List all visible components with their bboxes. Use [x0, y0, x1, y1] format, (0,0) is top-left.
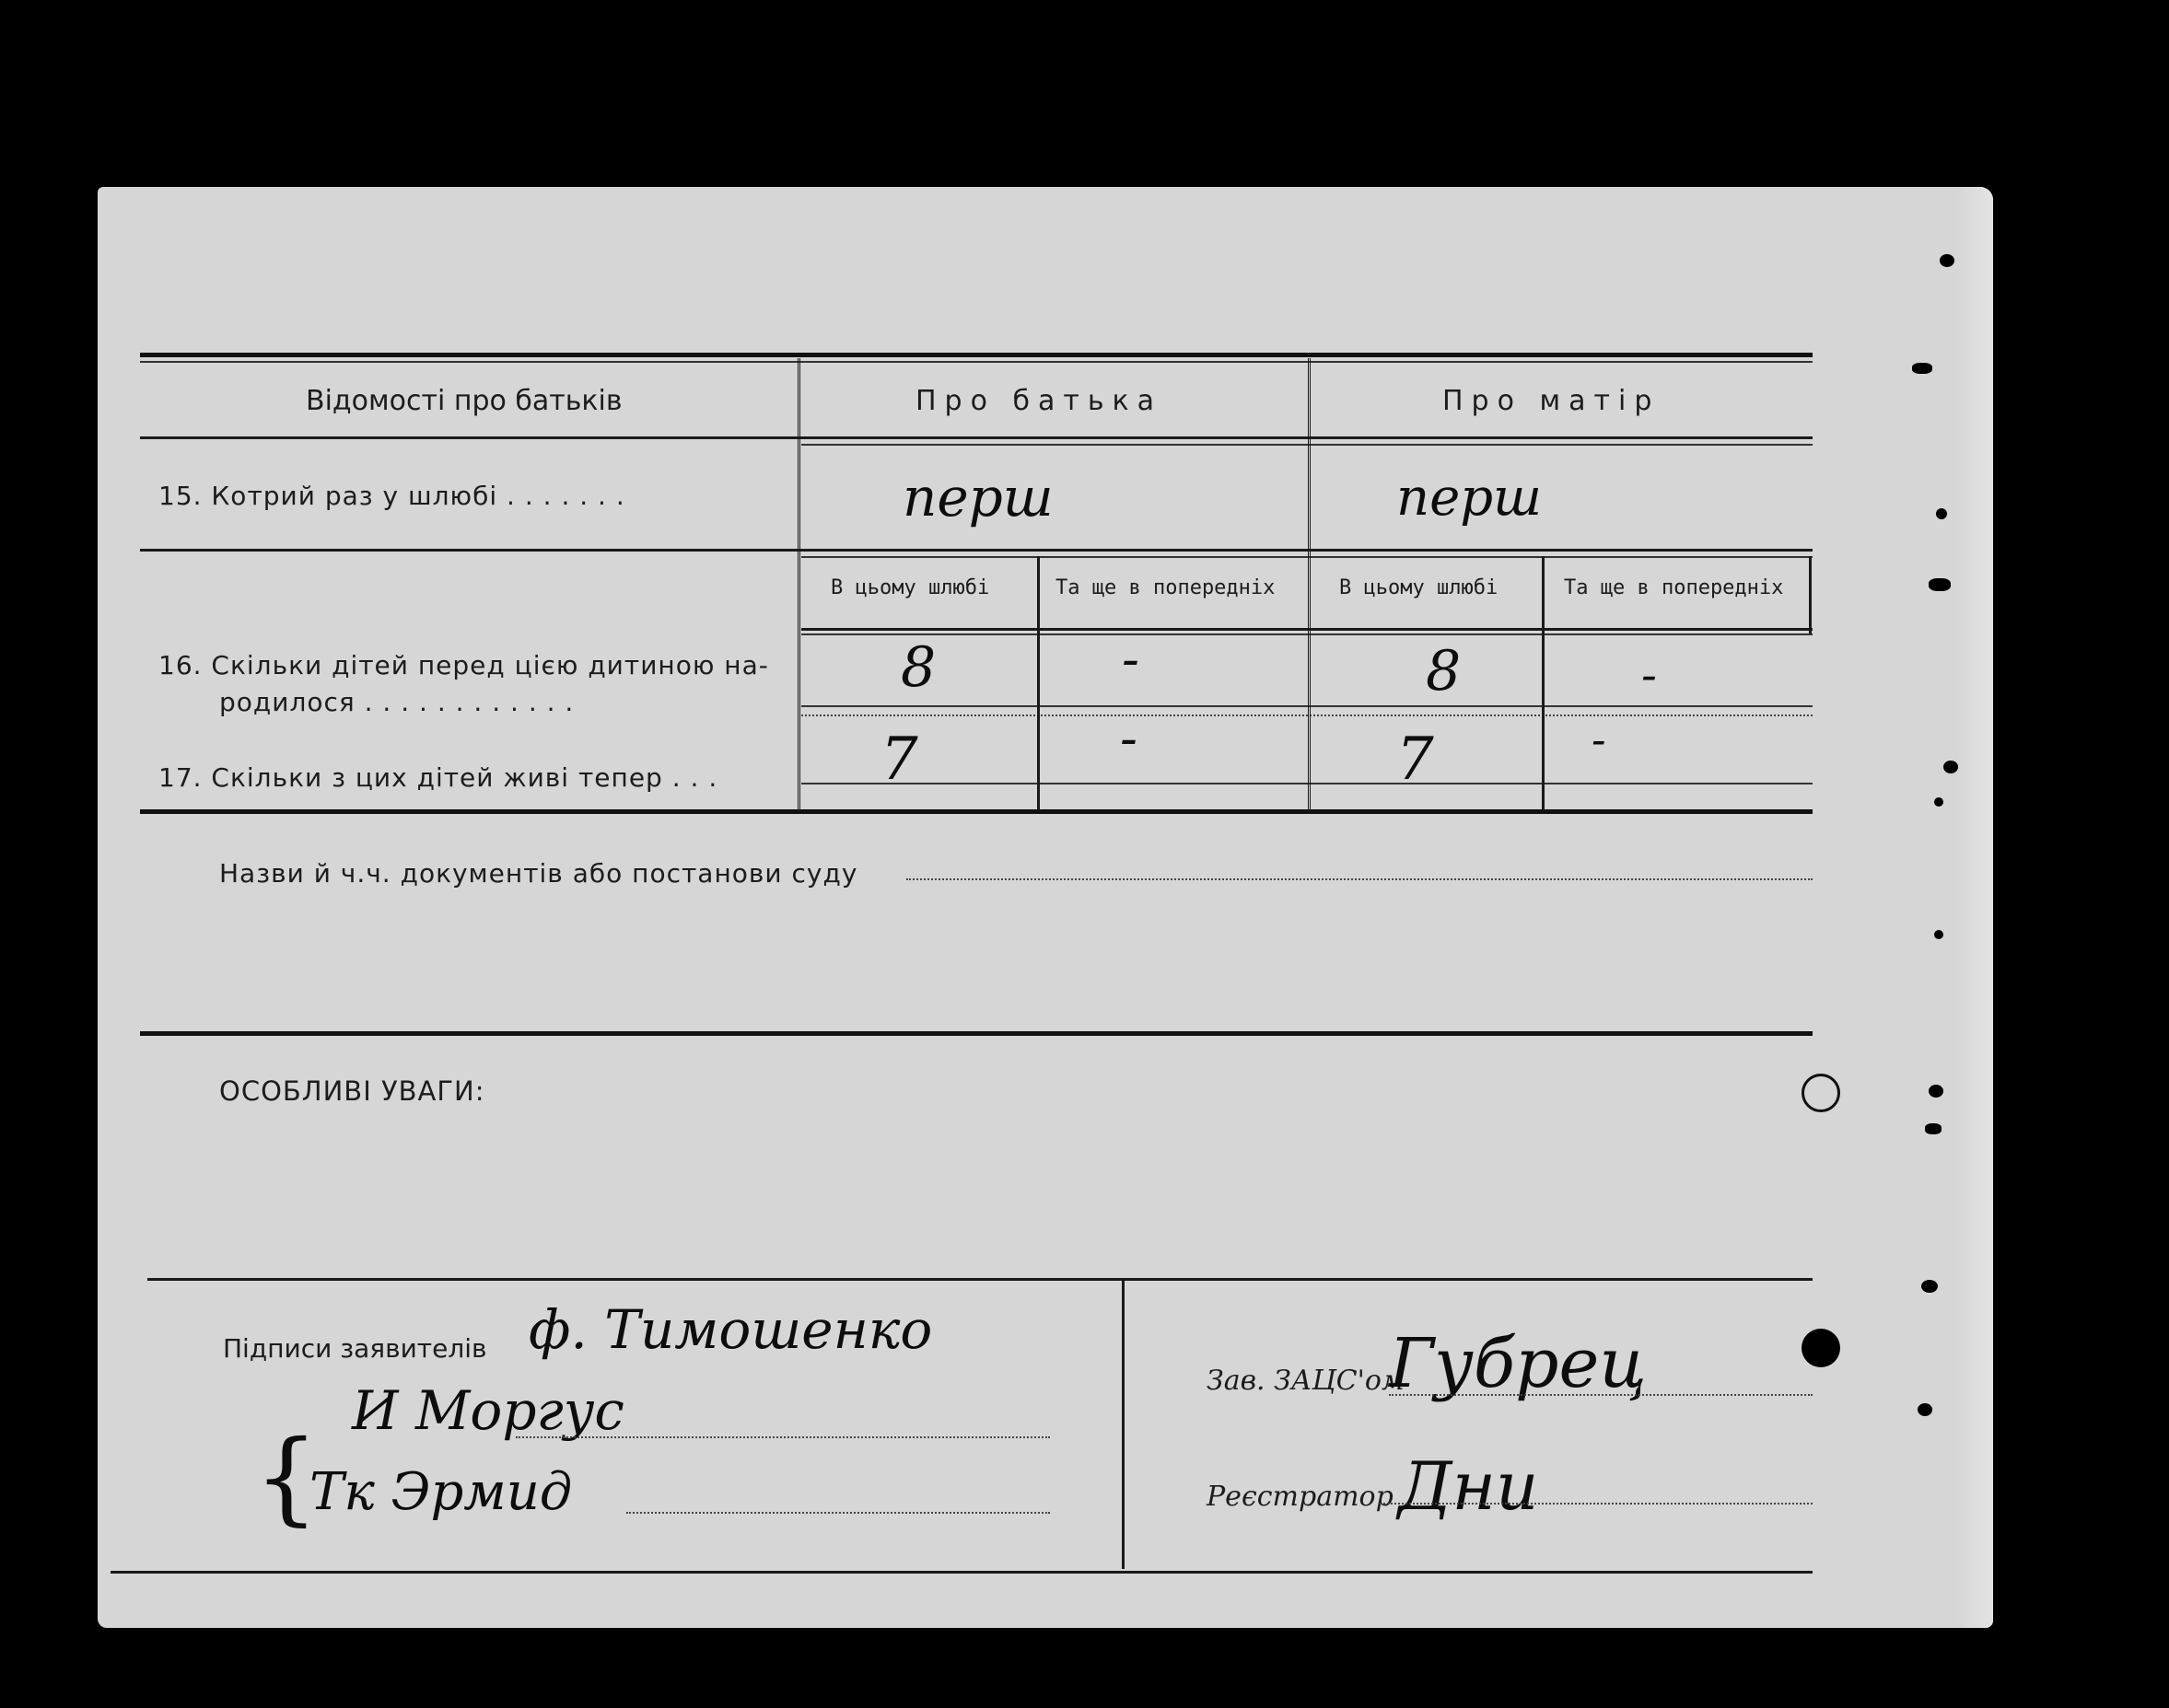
- row15-father-handwritten: перш: [903, 466, 1054, 529]
- row16-label-line1: 16. Скільки дітей перед цією дитиною на-: [158, 650, 769, 680]
- punch-mark: [1912, 363, 1932, 374]
- row15-label: 15. Котрий раз у шлюбі . . . . . . .: [158, 481, 625, 511]
- header-about-mother: Про матір: [1442, 385, 1661, 417]
- subheader-mother-previous: Та ще в попередніх: [1564, 576, 1784, 599]
- subheader-bottom-rule-2: [801, 633, 1813, 635]
- registrar-signature-line: [1380, 1503, 1813, 1505]
- row17-father-prev-value: -: [1120, 709, 1137, 769]
- row15-mother-handwritten: перш: [1396, 468, 1543, 528]
- header-bottom-rule: [140, 436, 1813, 439]
- punch-mark: [1925, 1123, 1942, 1134]
- row16-mother-prev-value: -: [1641, 648, 1657, 702]
- remarks-label: ОСОБЛИВІ УВАГИ:: [219, 1075, 485, 1107]
- applicant2-signature: И Моргус: [352, 1379, 624, 1442]
- row15-bottom-rule: [140, 549, 1813, 552]
- table-top-rule-2: [140, 361, 1813, 363]
- header-parents-info: Відомості про батьків: [306, 385, 623, 417]
- documents-fill-line: [906, 878, 1813, 880]
- applicants-brace: {: [254, 1418, 319, 1536]
- punch-mark: [1934, 797, 1943, 807]
- table-bottom-rule: [140, 809, 1813, 814]
- row17-mother-prev-value: -: [1592, 715, 1606, 764]
- applicant-line-2: [516, 1436, 1050, 1438]
- punch-mark: [1936, 508, 1947, 519]
- signature-block-top-rule: [147, 1278, 1813, 1281]
- applicants-label: Підписи заявителів: [223, 1333, 487, 1364]
- applicant-line-3: [626, 1512, 1050, 1514]
- table-right-edge: [1809, 556, 1812, 633]
- punch-mark: [1943, 761, 1958, 773]
- punch-mark: [1940, 254, 1954, 267]
- column-divider-1: [798, 358, 804, 811]
- head-signature-line: [1389, 1394, 1813, 1396]
- applicant1-signature: ф. Тимошенко: [529, 1298, 933, 1361]
- row16-mother-this-value: 8: [1426, 639, 1462, 703]
- subheader-father-previous: Та ще в попередніх: [1055, 576, 1276, 599]
- registrar-signature: Дни: [1398, 1447, 1539, 1525]
- row17-mother-this-value: 7: [1396, 726, 1434, 794]
- mother-subcolumn-divider: [1542, 556, 1545, 810]
- header-about-father: Про батька: [915, 385, 1163, 417]
- subheader-mother-this-marriage: В цьому шлюбі: [1339, 576, 1498, 599]
- row16-label-line2: родилося . . . . . . . . . . . .: [219, 687, 575, 717]
- table-top-rule: [140, 353, 1813, 357]
- header-bottom-rule-2: [801, 444, 1813, 446]
- section-rule: [140, 1031, 1813, 1036]
- head-of-registry-signature: Губрец: [1389, 1324, 1647, 1403]
- punch-mark: [1921, 1280, 1938, 1293]
- head-of-registry-label: Зав. ЗАЦС'ом: [1207, 1365, 1405, 1397]
- row17-bottom-rule: [801, 783, 1813, 784]
- subheader-bottom-rule: [801, 628, 1813, 631]
- documents-label: Назви й ч.ч. документів або постанови суду: [219, 858, 858, 889]
- row15-bottom-rule-2: [801, 556, 1813, 558]
- punch-mark: [1918, 1403, 1932, 1416]
- column-divider-2: [1308, 358, 1314, 811]
- signature-block-bottom-rule: [111, 1571, 1813, 1574]
- father-subcolumn-divider: [1037, 556, 1040, 810]
- binder-hole: [1802, 1329, 1840, 1367]
- subheader-father-this-marriage: В цьому шлюбі: [831, 576, 990, 599]
- row16-father-this-value: 8: [901, 635, 937, 700]
- row17-father-this-value: 7: [880, 726, 918, 794]
- row16-bottom-rule-dotted: [801, 715, 1813, 716]
- row16-bottom-rule: [801, 705, 1813, 707]
- punch-mark: [1929, 1085, 1943, 1098]
- row16-father-prev-value: -: [1122, 630, 1139, 690]
- punch-mark: [1929, 578, 1951, 591]
- binder-hole-ring: [1802, 1074, 1840, 1112]
- signature-block-divider: [1122, 1280, 1125, 1569]
- row17-label: 17. Скільки з цих дітей живі тепер . . .: [158, 762, 718, 793]
- registrar-label: Реєстратор: [1207, 1481, 1394, 1513]
- punch-mark: [1934, 930, 1943, 939]
- applicant3-signature: Тк Эрмид: [309, 1462, 573, 1522]
